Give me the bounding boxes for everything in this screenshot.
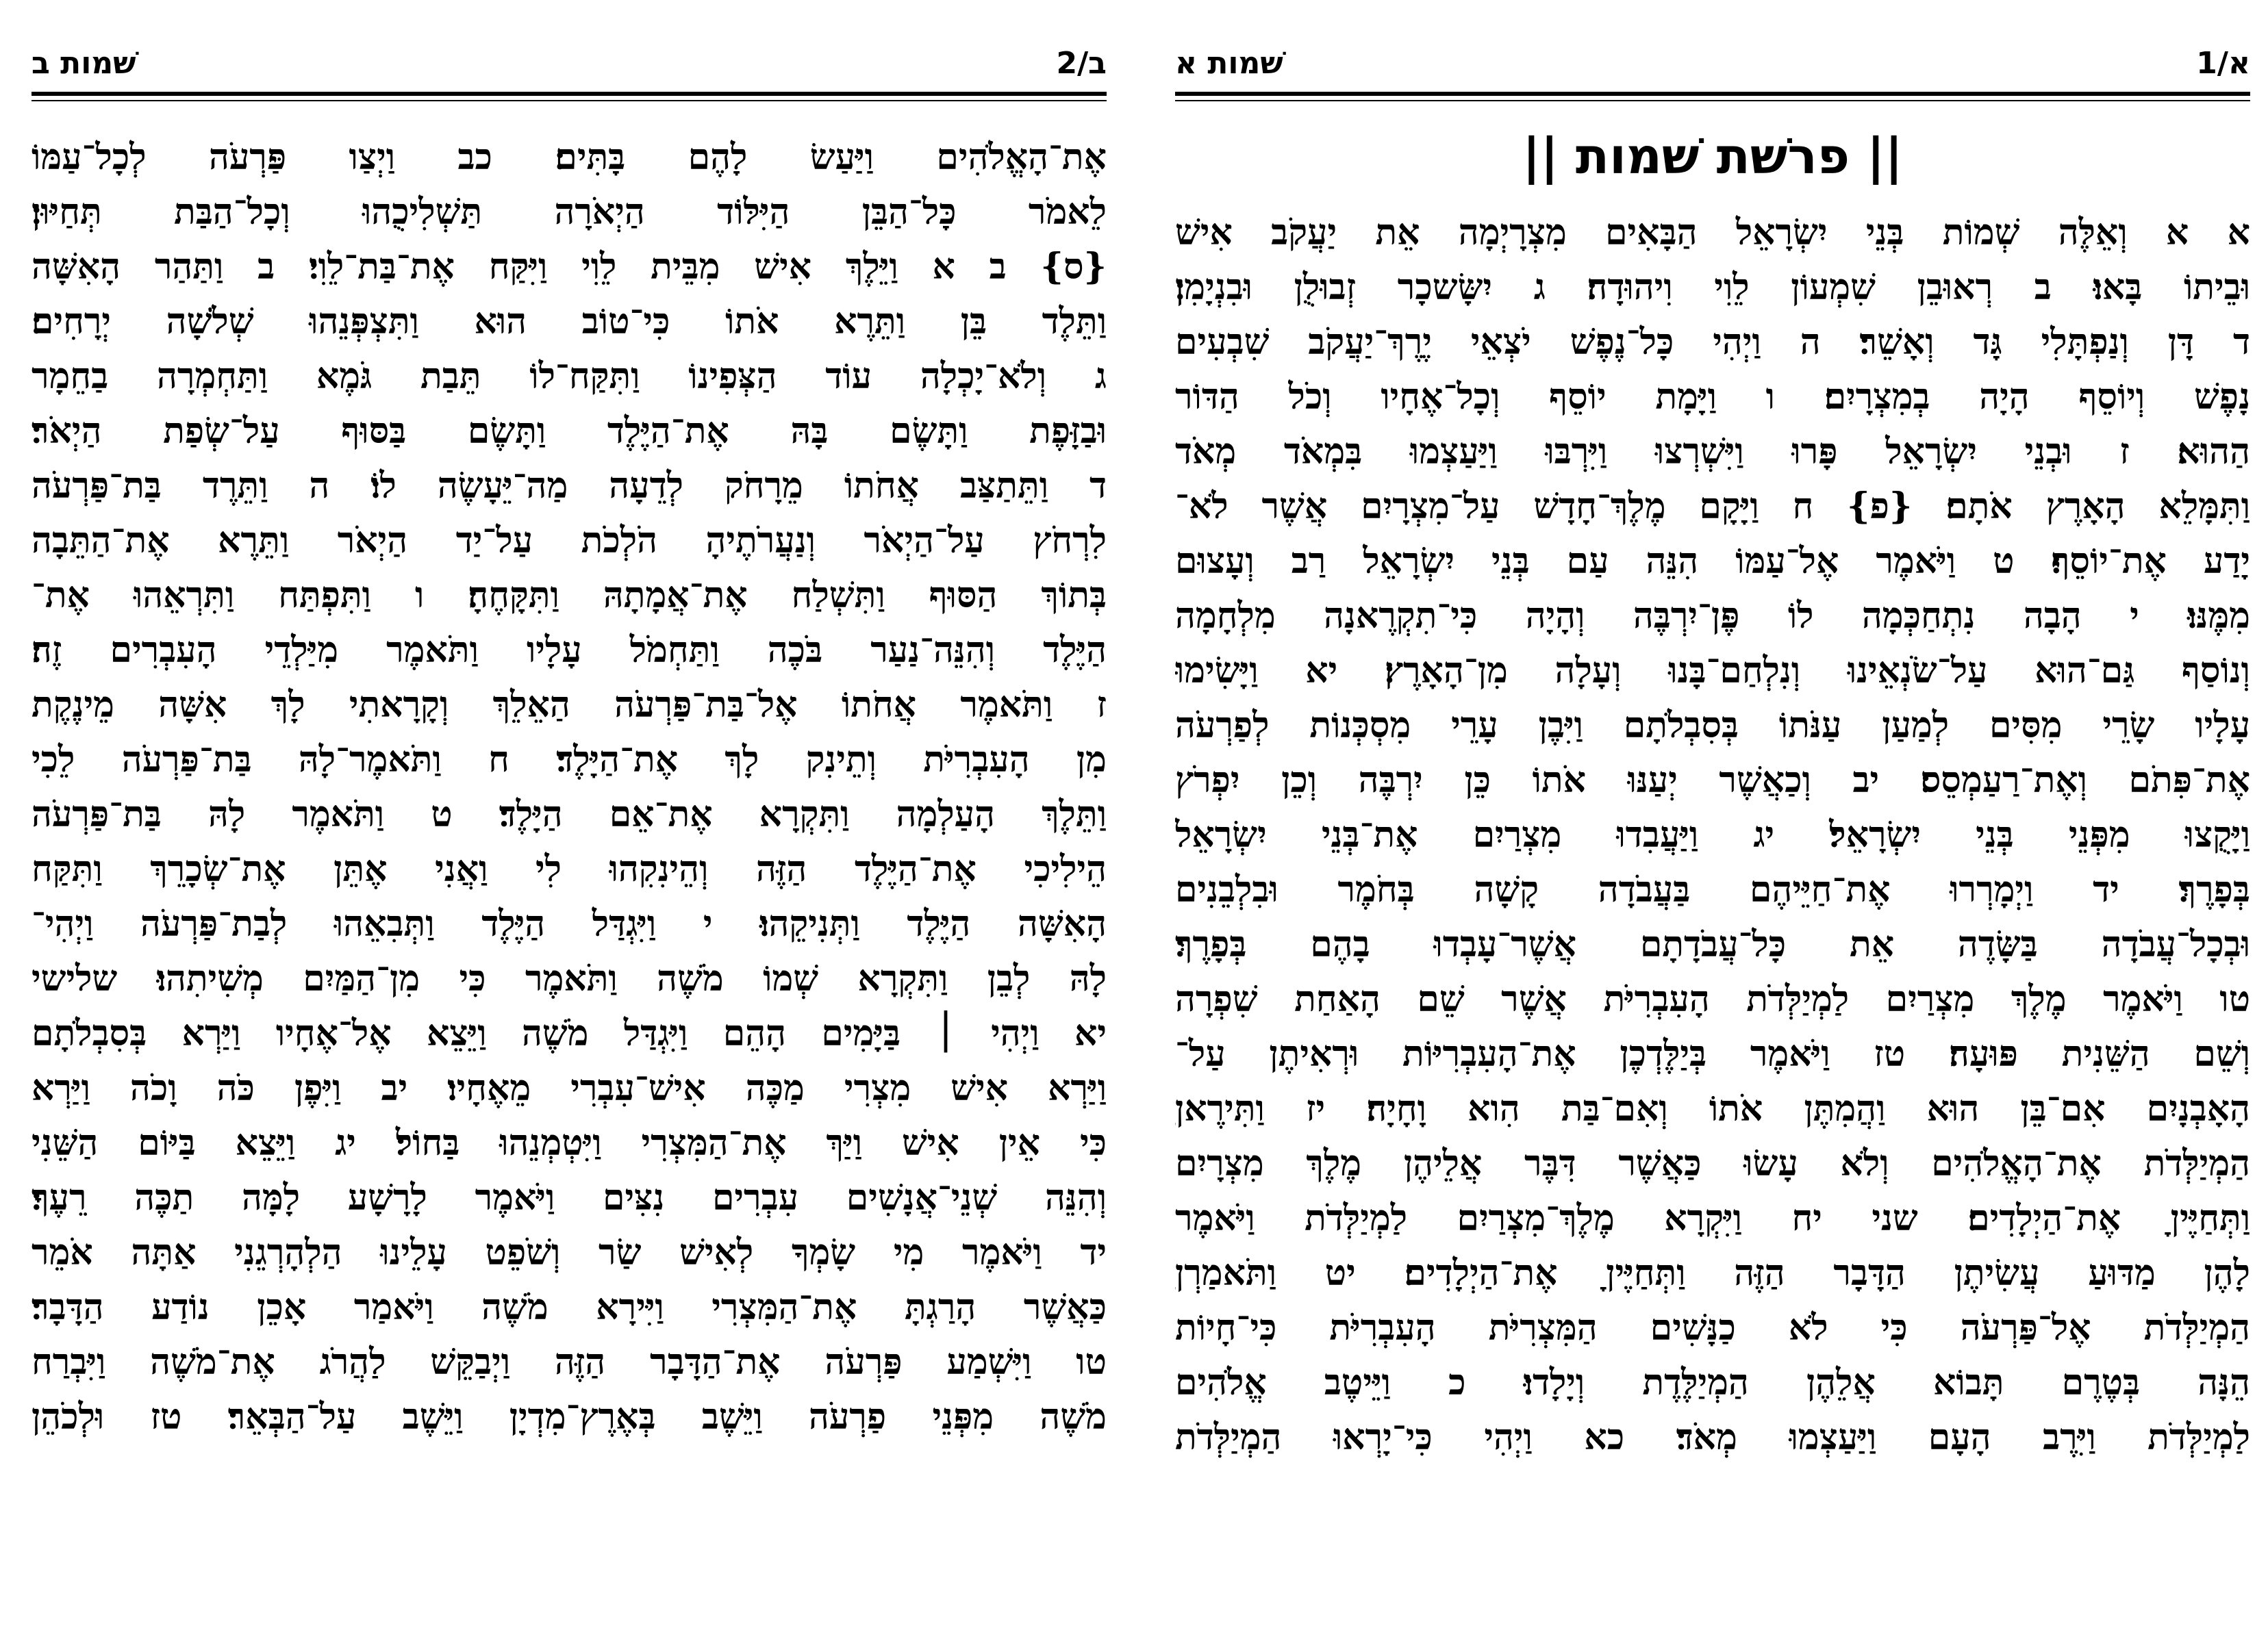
- text-line: הַמְיַלְּדֹת אֶת־הָאֱלֹהִים וְלֹא עָשׂוּ כַּאֲשֶׁר דִּבֶּר אֲלֵיהֶן מֶלֶךְ מִצְרָיִם: [1175, 1143, 2250, 1184]
- left-page-number: ב/2: [1056, 46, 1107, 81]
- text-line: וּבַזָּפֶת וַתָּשֶׂם בָּהּ אֶת־הַיֶּלֶד וַתָּשֶׂם בַּסּוּף עַל־שְׂפַת הַיְאֹר׃: [32, 410, 1107, 452]
- right-header-rule-thin: [1175, 100, 2250, 101]
- text-line: אֶת־פִּתֹם וְאֶת־רַעַמְסֵס׃ יב וְכַאֲשֶׁר יְעַנּוּ אֹתוֹ כֵּן יִרְבֶּה וְכֵן יִפְרֹץ: [1175, 759, 2250, 801]
- left-book-title: שׁמות ב: [32, 46, 136, 81]
- right-page: [1175, 0, 2250, 1643]
- text-line: עָלָיו שָׂרֵי מִסִּים לְמַעַן עַנֹּתוֹ בְּסִבְלֹתָם וַיִּבֶן עָרֵי מִסְכְּנוֹת לְפַרְעֹה: [1175, 704, 2250, 746]
- text-line: יד וַיֹּאמֶר מִי שָׂמְךָ לְאִישׁ שַׂר וְשֹׁפֵט עָלֵינוּ הַלְהָרְגֵנִי אַתָּה אֹמֵר: [32, 1232, 1107, 1273]
- text-line: הָאָבְנָיִם אִם־בֵּן הוּא וַהֲמִתֶּן אֹתוֹ וְאִם־בַּת הִוא וָחָיָה׃ יז וַתִּירֶאןָ: [1175, 1088, 2250, 1130]
- right-book-title: שׁמות א: [1175, 46, 1283, 81]
- text-line: ז וַתֹּאמֶר אֲחֹתוֹ אֶל־בַּת־פַּרְעֹה הַאֵלֵךְ וְקָרָאתִי לָךְ אִשָּׁה מֵינֶקֶת: [32, 684, 1107, 726]
- text-line: א א וְאֵלֶּה שְׁמוֹת בְּנֵי יִשְׂרָאֵל הַבָּאִים מִצְרָיְמָה אֵת יַעֲקֹב אִישׁ: [1175, 212, 2250, 253]
- text-line: וַתְּחַיֶּיןָ אֶת־הַיְלָדִים׃ שני יח וַיִּקְרָא מֶלֶךְ־מִצְרַיִם לַמְיַלְּדֹת וַיֹּאמֶר: [1175, 1197, 2250, 1239]
- text-line: וְהִנֵּה שְׁנֵי־אֲנָשִׁים עִבְרִים נִצִּים וַיֹּאמֶר לָרָשָׁע לָמָּה תַכֶּה רֵעֶךָ׃: [32, 1177, 1107, 1219]
- text-line: וַיַּרְא אִישׁ מִצְרִי מַכֶּה אִישׁ־עִבְרִי מֵאֶחָיו׃ יב וַיִּפֶן כֹּה וָכֹה וַיַּרְא: [32, 1067, 1107, 1109]
- text-line: מֹשֶׁה מִפְּנֵי פַרְעֹה וַיֵּשֶׁב בְּאֶרֶץ־מִדְיָן וַיֵּשֶׁב עַל־הַבְּאֵר׃ טז וּלְכֹהֵן: [32, 1396, 1107, 1438]
- text-line: הֵנָּה בְּטֶרֶם תָּבוֹא אֲלֵהֶן הַמְיַלֶּדֶת וְיָלָדוּ׃ כ וַיֵּיטֶב אֱלֹהִים: [1175, 1362, 2250, 1403]
- text-line: כַּאֲשֶׁר הָרַגְתָּ אֶת־הַמִּצְרִי וַיִּירָא מֹשֶׁה וַיֹּאמַר אָכֵן נוֹדַע הַדָּבָר׃: [32, 1286, 1107, 1328]
- text-line: מִמֶּנּוּ׃ י הָבָה נִתְחַכְּמָה לוֹ פֶּן־יִרְבֶּה וְהָיָה כִּי־תִקְרֶאנָה מִלְחָמָה: [1175, 595, 2250, 637]
- text-line: לֵאמֹר כָּל־הַבֵּן הַיִּלּוֹד הַיְאֹרָה תַּשְׁלִיכֻהוּ וְכָל־הַבַּת תְּחַיּוּן׃: [32, 191, 1107, 233]
- text-line: ד וַתֵּתַצַּב אֲחֹתוֹ מֵרָחֹק לְדֵעָה מַה־יֵּעָשֶׂה לוֹ׃ ה וַתֵּרֶד בַּת־פַּרְעֹה: [32, 465, 1107, 507]
- text-line: וַתִּמָּלֵא הָאָרֶץ אֹתָם׃ {פ} ח וַיָּקָם מֶלֶךְ־חָדָשׁ עַל־מִצְרָיִם אֲשֶׁר לֹא־: [1175, 485, 2250, 527]
- text-line: אֶת־הָאֱלֹהִים וַיַּעַשׂ לָהֶם בָּתִּים׃ כב וַיְצַו פַּרְעֹה לְכָל־עַמּוֹ: [32, 136, 1107, 178]
- text-line: ד דָּן וְנַפְתָּלִי גָּד וְאָשֵׁר׃ ה וַיְהִי כָּל־נֶפֶשׁ יֹצְאֵי יֶרֶךְ־יַעֲקֹב שִׁבְעִים: [1175, 321, 2250, 363]
- right-page-header: [1175, 40, 2250, 88]
- text-line: הָאִשָּׁה הַיֶּלֶד וַתְּנִיקֵהוּ׃ י וַיִּגְדַּל הַיֶּלֶד וַתְּבִאֵהוּ לְבַת־פַּרְעֹה וַיְהִי־: [32, 903, 1107, 945]
- parasha-title: || פרשׁת שׁמות ||: [1522, 127, 1903, 185]
- text-line: וַתֵּלֶךְ הָעַלְמָה וַתִּקְרָא אֶת־אֵם הַיָּלֶד׃ ט וַתֹּאמֶר לָהּ בַּת־פַּרְעֹה: [32, 793, 1107, 835]
- text-line: וְנוֹסַף גַּם־הוּא עַל־שֹׂנְאֵינוּ וְנִלְחַם־בָּנוּ וְעָלָה מִן־הָאָרֶץ׃ יא וַיָּשִׂימוּ: [1175, 650, 2250, 691]
- text-line: וּבְכָל־עֲבֹדָה בַּשָּׂדֶה אֵת כָּל־עֲבֹדָתָם אֲשֶׁר־עָבְדוּ בָהֶם בְּפָרֶךְ׃: [1175, 924, 2250, 965]
- left-page-header: [32, 40, 1107, 88]
- left-header-rule-thin: [32, 100, 1107, 101]
- text-line: הַהוּא׃ ז וּבְנֵי יִשְׂרָאֵל פָּרוּ וַיִּשְׁרְצוּ וַיִּרְבּוּ וַיַּעַצְמוּ בִּמְאֹד מְאֹד: [1175, 431, 2250, 472]
- right-header-rule-thick: [1175, 92, 2250, 96]
- left-page-text: [32, 130, 1107, 1444]
- text-line: לָהֶן מַדּוּעַ עֲשִׂיתֶן הַדָּבָר הַזֶּה וַתְּחַיֶּיןָ אֶת־הַיְלָדִים׃ יט וַתֹּאמַרְןָ: [1175, 1252, 2250, 1294]
- text-line: וַיָּקֻצוּ מִפְּנֵי בְּנֵי יִשְׂרָאֵל׃ יג וַיַּעֲבִדוּ מִצְרַיִם אֶת־בְּנֵי יִשְׂרָאֵל: [1175, 814, 2250, 856]
- text-line: יָדַע אֶת־יוֹסֵף׃ ט וַיֹּאמֶר אֶל־עַמּוֹ הִנֵּה עַם בְּנֵי יִשְׂרָאֵל רַב וְעָצוּם: [1175, 540, 2250, 582]
- text-line: בְּפָרֶךְ׃ יד וַיְמָרְרוּ אֶת־חַיֵּיהֶם בַּעֲבֹדָה קָשָׁה בְּחֹמֶר וּבִלְבֵנִים: [1175, 869, 2250, 910]
- left-header-rule-thick: [32, 92, 1107, 96]
- text-line: הַמְיַלְּדֹת אֶל־פַּרְעֹה כִּי לֹא כַנָּשִׁים הַמִּצְרִיֹּת הָעִבְרִיֹּת כִּי־חָיוֹת: [1175, 1307, 2250, 1349]
- text-line: לַמְיַלְּדֹת וַיִּרֶב הָעָם וַיַּעַצְמוּ מְאֹד׃ כא וַיְהִי כִּי־יָרְאוּ הַמְיַלְּדֹת: [1175, 1416, 2250, 1458]
- text-line: {ס} ב א וַיֵּלֶךְ אִישׁ מִבֵּית לֵוִי וַיִּקַּח אֶת־בַּת־לֵוִי׃ ב וַתַּהַר הָאִשָּׁה: [32, 246, 1107, 288]
- text-line: הֵילִיכִי אֶת־הַיֶּלֶד הַזֶּה וְהֵינִקִהוּ לִי וַאֲנִי אֶתֵּן אֶת־שְׂכָרֵךְ וַתִּקַּח: [32, 848, 1107, 890]
- text-line: וּבֵיתוֹ בָּאוּ׃ ב רְאוּבֵן שִׁמְעוֹן לֵוִי וִיהוּדָה׃ ג יִשָּׂשכָר זְבוּלֻן וּבִנְיָמִן׃: [1175, 266, 2250, 308]
- text-line: לָהּ לְבֵן וַתִּקְרָא שְׁמוֹ מֹשֶׁה וַתֹּאמֶר כִּי מִן־הַמַּיִם מְשִׁיתִהוּ׃ שלישי: [32, 958, 1107, 999]
- text-line: יא וַיְהִי ׀ בַּיָּמִים הָהֵם וַיִּגְדַּל מֹשֶׁה וַיֵּצֵא אֶל־אֶחָיו וַיַּרְא בְּסִבְלֹתָם: [32, 1012, 1107, 1054]
- text-line: בְּתוֹךְ הַסּוּף וַתִּשְׁלַח אֶת־אֲמָתָהּ וַתִּקָּחֶהָ׃ ו וַתִּפְתַּח וַתִּרְאֵהוּ אֶת־: [32, 574, 1107, 616]
- text-line: טו וַיֹּאמֶר מֶלֶךְ מִצְרַיִם לַמְיַלְּדֹת הָעִבְרִיֹּת אֲשֶׁר שֵׁם הָאַחַת שִׁפְרָה: [1175, 978, 2250, 1020]
- text-line: הַיֶּלֶד וְהִנֵּה־נַעַר בֹּכֶה וַתַּחְמֹל עָלָיו וַתֹּאמֶר מִיַּלְדֵי הָעִבְרִים זֶה׃: [32, 629, 1107, 671]
- text-line: וַתֵּלֶד בֵּן וַתֵּרֶא אֹתוֹ כִּי־טוֹב הוּא וַתִּצְפְּנֵהוּ שְׁלֹשָׁה יְרָחִים׃: [32, 301, 1107, 342]
- right-page-text: [1175, 205, 2250, 1465]
- text-line: טו וַיִּשְׁמַע פַּרְעֹה אֶת־הַדָּבָר הַזֶּה וַיְבַקֵּשׁ לַהֲרֹג אֶת־מֹשֶׁה וַיִּבְרַח: [32, 1341, 1107, 1383]
- text-line: וְשֵׁם הַשֵּׁנִית פּוּעָה׃ טז וַיֹּאמֶר בְּיַלֶּדְכֶן אֶת־הָעִבְרִיּוֹת וּרְאִיתֶן עַל־: [1175, 1033, 2250, 1075]
- text-line: נָפֶשׁ וְיוֹסֵף הָיָה בְמִצְרָיִם׃ ו וַיָּמָת יוֹסֵף וְכָל־אֶחָיו וְכֹל הַדּוֹר: [1175, 376, 2250, 418]
- text-line: מִן הָעִבְרִיֹּת וְתֵינִק לָךְ אֶת־הַיָּלֶד׃ ח וַתֹּאמֶר־לָהּ בַּת־פַּרְעֹה לֵכִי: [32, 739, 1107, 780]
- text-line: כִּי אֵין אִישׁ וַיַּךְ אֶת־הַמִּצְרִי וַיִּטְמְנֵהוּ בַּחוֹל׃ יג וַיֵּצֵא בַּיּוֹם הַשֵּׁנִי: [32, 1122, 1107, 1164]
- text-line: ג וְלֹא־יָכְלָה עוֹד הַצְּפִינוֹ וַתִּקַּח־לוֹ תֵּבַת גֹּמֶא וַתַּחְמְרָה בַחֵמָר: [32, 355, 1107, 397]
- left-page: [32, 0, 1107, 1643]
- text-line: לִרְחֹץ עַל־הַיְאֹר וְנַעֲרֹתֶיהָ הֹלְכֹת עַל־יַד הַיְאֹר וַתֵּרֶא אֶת־הַתֵּבָה: [32, 520, 1107, 561]
- right-page-number: א/1: [2196, 46, 2250, 81]
